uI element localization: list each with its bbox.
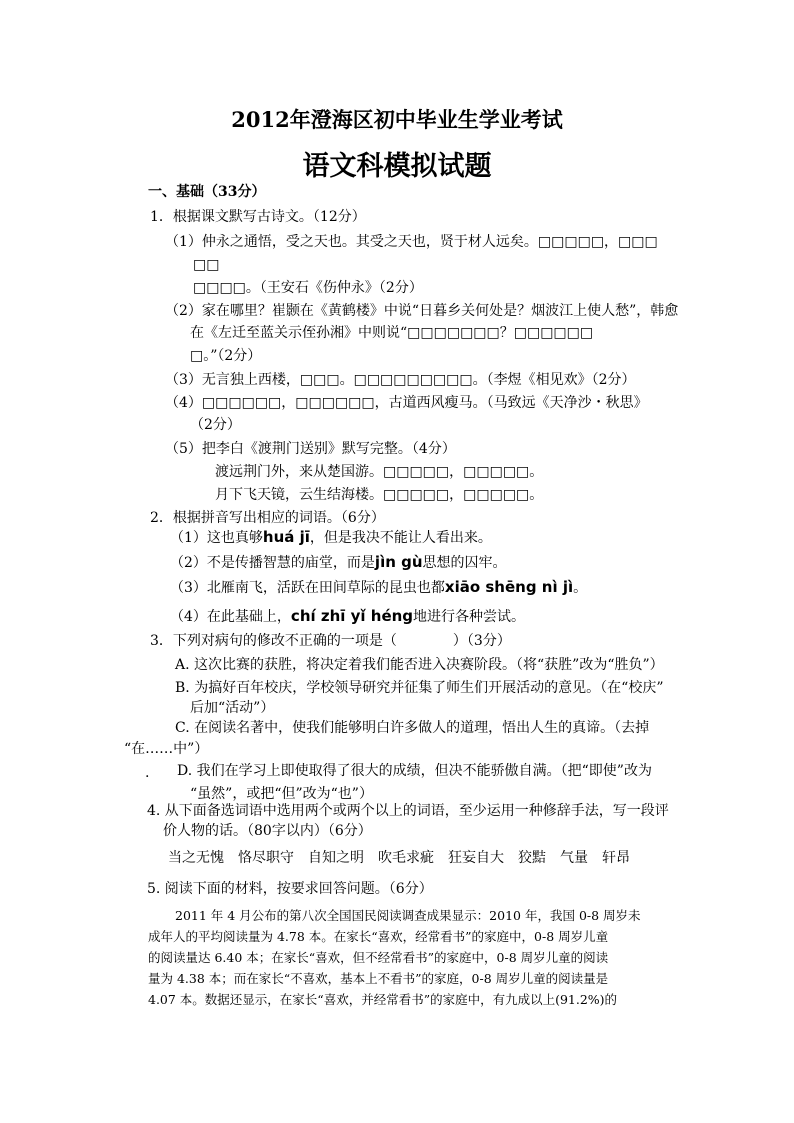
q2-item1-pinyin: huá jī (262, 528, 310, 546)
q1-item2-line1: （2）家在哪里？崔颢在《黄鹤楼》中说“日暮乡关何处是？烟波江上使人愁”，韩愈 (165, 303, 679, 319)
q2-item4 (170, 607, 525, 626)
q2-stem: 2．根据拼音写出相应的词语。（6分） (150, 510, 385, 526)
q2-item4-pinyin: chí zhī yǐ héng (290, 607, 414, 625)
q4-stem-line2: 价人物的话。（80字以内）（6分） (163, 823, 372, 839)
q2-item2-prefix: （2）不是传播智慧的庙堂，而是 (170, 555, 375, 571)
exam-subtitle: 语文科模拟试题 (302, 151, 492, 182)
q5-passage-line5: 4.07 本。数据还显示，在家长“喜欢，并经常看书”的家庭中，有九成以上(91.2%)的 (148, 992, 618, 1007)
exam-title: 2012年澄海区初中毕业生学业考试 (231, 107, 563, 132)
q1-item4-line1: （4）□□□□□□，□□□□□□，古道西风瘦马。（马致远《天净沙・秋思》 (165, 395, 648, 411)
q1-item4-line2: （2分） (190, 417, 241, 433)
q4-word-list: 当之无愧 恪尽职守 自知之明 吹毛求疵 狂妄自大 狡黠 气量 轩昂 (168, 850, 630, 866)
q3-option-c-line2: “在……中”） (124, 741, 209, 757)
q2-item3-prefix: （3）北雁南飞，活跃在田间草际的昆虫也都 (170, 580, 445, 596)
q4-stem-line1: 4. 从下面备选词语中选用两个或两个以上的词语，至少运用一种修辞手法，写一段评 (147, 803, 669, 819)
q2-item3 (170, 578, 587, 597)
q1-item2-line3: □。”（2分） (190, 348, 262, 364)
q3-option-d-line1: D. 我们在学习上即使取得了很大的成绩，但决不能骄傲自满。（把“即使”改为 (177, 763, 652, 779)
q3-option-a: A. 这次比赛的获胜，将决定着我们能否进入决赛阶段。（将“获胜”改为“胜负”） (175, 657, 664, 673)
q2-item3-suffix: 。 (573, 580, 588, 596)
q3-option-b-line2: 后加“活动”） (190, 700, 275, 716)
q1-item5-line2: 渡远荆门外，来从楚国游。□□□□□，□□□□□。 (215, 464, 544, 480)
q2-item2 (170, 553, 507, 572)
q2-item1 (170, 528, 492, 547)
q1-item3: （3）无言独上西楼，□□□。□□□□□□□□□。（李煜《相见欢》（2分） (165, 372, 636, 388)
q1-item5-line1: （5）把李白《渡荆门送别》默写完整。（4分） (165, 441, 456, 457)
q2-item4-prefix: （4）在此基础上， (170, 609, 291, 625)
q3-option-d-line2: “虽然”，或把“但”改为“也”） (190, 786, 373, 802)
q1-item1-line2: □□ (193, 257, 220, 273)
q2-item4-suffix: 地进行各种尝试。 (413, 609, 526, 625)
q5-passage-line1: 2011 年 4 月公布的第八次全国国民阅读调查成果显示：2010 年，我国 0-8 周岁未 (175, 908, 641, 923)
q5-passage-line4: 量为 4.38 本；而在家长“不喜欢，基本上不看书”的家庭，0-8 周岁儿童的阅读量是 (148, 971, 609, 986)
q1-item2-line2: 在《左迁至蓝关示侄孙湘》中则说“□□□□□□□？□□□□□□ (190, 325, 594, 341)
stray-dot: . (145, 765, 150, 781)
q1-item1-line3: □□□□。（王安石《伤仲永》（2分） (193, 280, 423, 296)
q2-item1-prefix: （1）这也真够 (170, 530, 263, 546)
section-heading: 一、基础（33分） (148, 184, 266, 200)
q2-item2-pinyin: jìn gù (374, 553, 423, 571)
q5-passage-line2: 成年人的平均阅读量为 4.78 本。在家长“喜欢，经常看书”的家庭中，0-8 周岁儿童 (148, 929, 609, 944)
q1-item1-line1: （1）仲永之通悟，受之天也。其受之天也，贤于材人远矣。□□□□□，□□□ (165, 234, 658, 250)
q5-passage-line3: 的阅读量达 6.40 本；在家长“喜欢，但不经常看书”的家庭中，0-8 周岁儿童的阅读 (148, 950, 609, 965)
q2-item3-pinyin: xiāo shēng nì jì (444, 578, 574, 596)
q3-option-c-line1: C. 在阅读名著中，使我们能够明白许多做人的道理，悟出人生的真谛。（去掉 (175, 720, 650, 736)
q3-option-b-line1: B. 为搞好百年校庆，学校领导研究并征集了师生们开展活动的意见。（在“校庆” (175, 680, 664, 696)
q1-stem: 1．根据课文默写古诗文。（12分） (150, 209, 366, 225)
q1-item5-line3: 月下飞天镜，云生结海楼。□□□□□，□□□□□。 (215, 487, 544, 503)
q2-item2-suffix: 思想的囚牢。 (422, 555, 507, 571)
q3-stem: 3．下列对病句的修改不正确的一项是（ ）（3分） (150, 633, 511, 649)
q5-stem: 5. 阅读下面的材料，按要求回答问题。（6分） (147, 881, 433, 897)
q2-item1-suffix: ，但是我决不能让人看出来。 (309, 530, 492, 546)
